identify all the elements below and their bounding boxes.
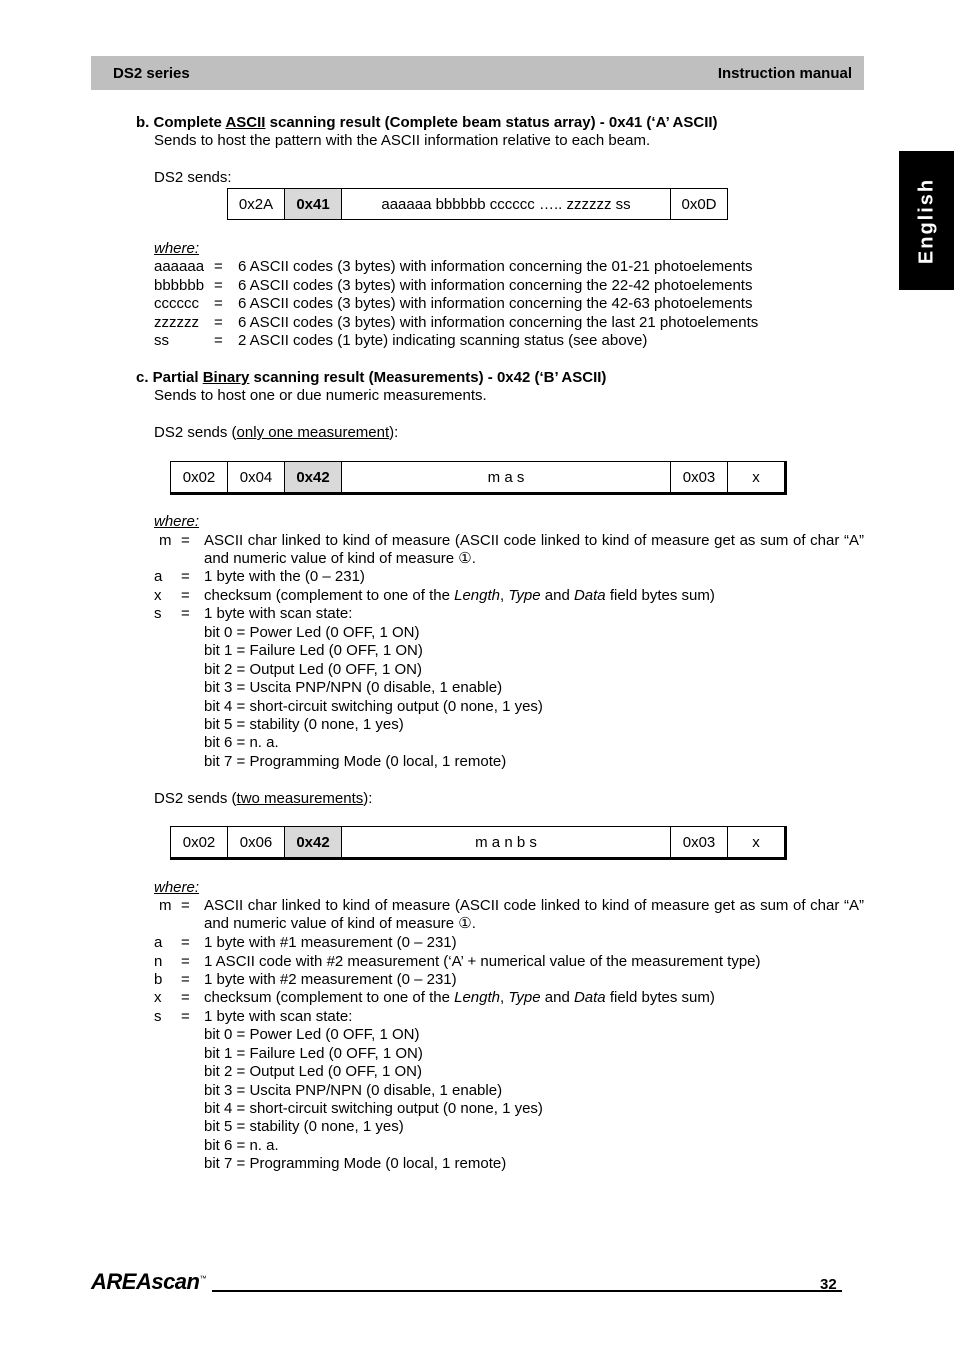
def-text-a: 1 byte with the (0 – 231) [204,568,365,585]
def-eq: = [181,971,190,988]
frame-cell: 0x06 [228,827,285,859]
definition-row: aaaaaa = 6 ASCII codes (3 bytes) with information concerning the 01-21 photoelements [154,258,753,275]
page-header [91,56,864,90]
bit-line: bit 1 = Failure Led (0 OFF, 1 ON) [204,642,423,659]
def-text-x: checksum (complement to one of the Length, Type and Data field bytes sum) [204,587,715,604]
frame-cell: 0x02 [171,827,228,859]
frame-table-two-measurements [170,826,787,860]
bit-line: bit 7 = Programming Mode (0 local, 1 remote) [204,1155,507,1172]
def-key-x: x [154,587,162,604]
frame-cell-data: m a s [342,462,671,494]
bit-line: bit 3 = Uscita PNP/NPN (0 disable, 1 enable) [204,679,503,696]
frame-cell-checksum: x [728,827,786,859]
section-b-description: Sends to host the pattern with the ASCII information relative to each beam. [154,132,651,149]
frame-cell: 0x02 [171,462,228,494]
frame-cell-data: m a n b s [342,827,671,859]
frame-table-one-measurement [170,461,787,495]
section-c-title-underlined: Binary [202,369,250,386]
definition-row: ss = 2 ASCII codes (1 byte) indicating scanning status (see above) [154,332,648,349]
bit-line: bit 1 = Failure Led (0 OFF, 1 ON) [204,1045,423,1062]
definition-row: bbbbbb = 6 ASCII codes (3 bytes) with information concerning the 22-42 photoelements [154,277,753,294]
frame-cell: 0x04 [228,462,285,494]
def-text-m: ASCII char linked to kind of measure (ASCII code linked to kind of measure get as sum of char “A” and numeric value of kind of measure ①. [204,897,864,932]
section-b-where: where: [154,240,200,257]
language-tab [899,151,954,290]
def-eq: = [181,953,190,970]
section-c-sends-two-label: DS2 sends (two measurements): [154,790,373,807]
def-eq: = [181,989,190,1006]
frame-cell: 0x0D [671,189,728,220]
frame-cell: 0x03 [671,462,728,494]
def-eq: = [181,532,190,549]
def-eq: = [181,568,190,585]
def-eq: = [181,897,190,914]
bit-line: bit 2 = Output Led (0 OFF, 1 ON) [204,1063,423,1080]
section-c-one-where: where: [154,513,200,530]
definition-row: zzzzzz = 6 ASCII codes (3 bytes) with information concerning the last 21 photoelements [154,314,759,331]
def-key-b: b [154,971,163,988]
def-key-s: s [154,605,162,622]
def-eq: = [181,1008,190,1025]
frame-cell: 0x03 [671,827,728,859]
def-eq: = [181,587,190,604]
def-key-m: m [159,532,172,549]
def-text-s: 1 byte with scan state: [204,1008,353,1025]
section-b-title [136,114,718,132]
def-text-m: ASCII char linked to kind of measure (ASCII code linked to kind of measure get as sum of char “A” and numeric value of kind of measure ①. [204,532,864,567]
language-tab-label: English [915,177,937,264]
brand-logo-text: AREAscan [91,1269,200,1294]
bit-line: bit 4 = short-circuit switching output (0 none, 1 yes) [204,1100,543,1117]
header-manual: Instruction manual [717,65,852,82]
trademark-mark: ™ [199,1275,206,1283]
def-text-s: 1 byte with scan state: [204,605,353,622]
def-text-a: 1 byte with #1 measurement (0 – 231) [204,934,457,951]
header-series: DS2 series [113,65,190,82]
section-b-title-post: scanning result (Complete beam status array) - 0x41 (‘A’ ASCII) [265,114,718,131]
def-key-x: x [154,989,162,1006]
bit-line: bit 5 = stability (0 none, 1 yes) [204,716,404,733]
section-c-sends-one-label: DS2 sends (only one measurement): [154,424,399,441]
section-c-description: Sends to host one or due numeric measurements. [154,387,487,404]
page-number: 32 [820,1276,837,1293]
bit-line: bit 7 = Programming Mode (0 local, 1 remote) [204,753,507,770]
section-c-two-where: where: [154,879,200,896]
section-b-title-underlined: ASCII [225,114,266,131]
footer-rule [212,1290,842,1292]
definition-row: cccccc = 6 ASCII codes (3 bytes) with information concerning the 42-63 photoelements [154,295,753,312]
bit-line: bit 2 = Output Led (0 OFF, 1 ON) [204,661,423,678]
frame-cell-command: 0x41 [285,189,342,220]
section-c-title-pre: c. Partial [136,369,203,386]
frame-cell-data: aaaaaa bbbbbb cccccc ….. zzzzzz ss [342,189,671,220]
bit-line: bit 0 = Power Led (0 OFF, 1 ON) [204,1026,420,1043]
def-eq: = [181,605,190,622]
brand-logo [91,1269,206,1295]
bit-line: bit 0 = Power Led (0 OFF, 1 ON) [204,624,420,641]
section-c-title-post: scanning result (Measurements) - 0x42 (‘B’ ASCII) [249,369,607,386]
bit-line: bit 4 = short-circuit switching output (0 none, 1 yes) [204,698,543,715]
frame-cell-command: 0x42 [285,827,342,859]
frame-cell: 0x2A [228,189,285,220]
def-text-n: 1 ASCII code with #2 measurement (‘A’ + numerical value of the measurement type) [204,953,761,970]
section-b-title-pre: b. Complete [136,114,226,131]
def-key-a: a [154,934,163,951]
def-text-x: checksum (complement to one of the Length, Type and Data field bytes sum) [204,989,715,1006]
def-key-n: n [154,953,163,970]
def-key-m: m [159,897,172,914]
section-c-title [136,369,606,387]
frame-table-b [227,188,728,220]
bit-line: bit 6 = n. a. [204,734,279,751]
frame-cell-command: 0x42 [285,462,342,494]
def-eq: = [181,934,190,951]
frame-cell-checksum: x [728,462,786,494]
bit-line: bit 6 = n. a. [204,1137,279,1154]
bit-line: bit 5 = stability (0 none, 1 yes) [204,1118,404,1135]
def-key-a: a [154,568,163,585]
def-key-s: s [154,1008,162,1025]
def-text-b: 1 byte with #2 measurement (0 – 231) [204,971,457,988]
section-b-sends-label: DS2 sends: [154,169,232,186]
bit-line: bit 3 = Uscita PNP/NPN (0 disable, 1 enable) [204,1082,503,1099]
